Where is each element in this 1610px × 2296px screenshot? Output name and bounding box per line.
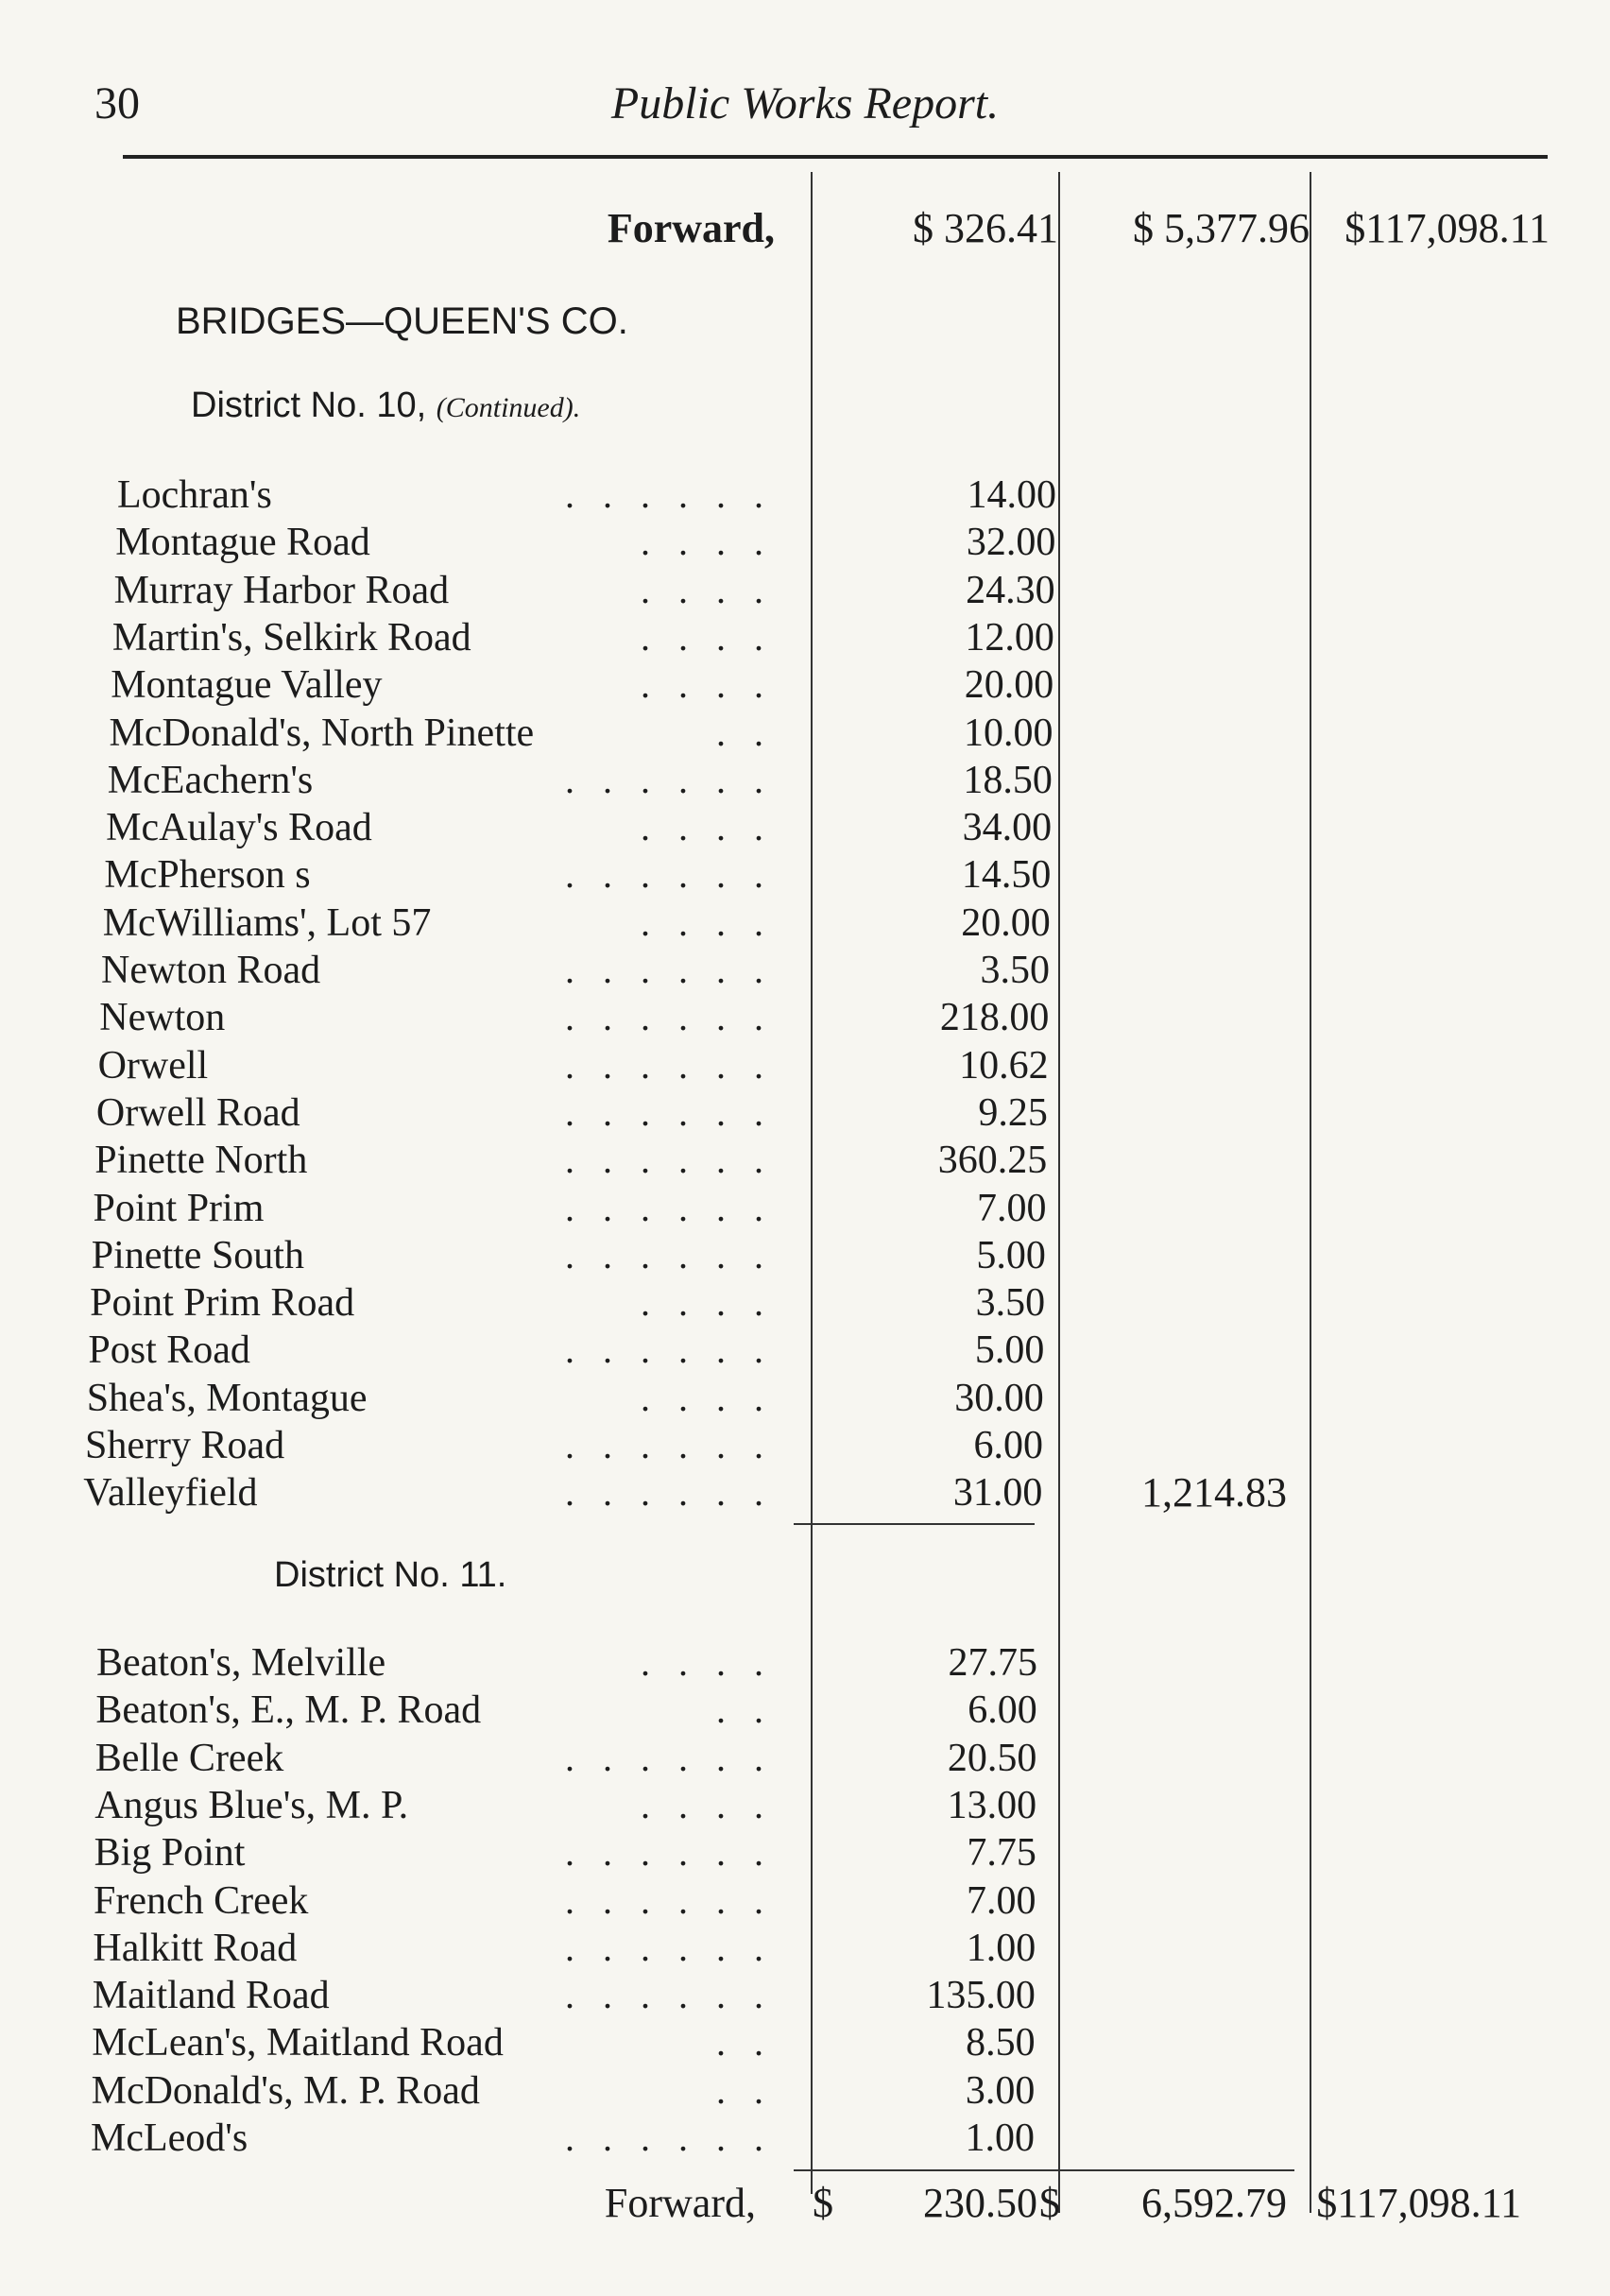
leader-dots: . . . . . . <box>565 949 773 991</box>
list-item <box>0 2116 1610 2163</box>
item-amount: 7.00 <box>967 1878 1036 1923</box>
item-amount: 1.00 <box>965 2116 1035 2160</box>
leader-dots: . . . . <box>641 900 773 944</box>
item-name: Pinette South <box>91 1233 304 1277</box>
leader-dots: . . . . . . <box>565 1471 773 1515</box>
item-name: Montague Road <box>115 521 370 565</box>
list-item <box>0 1470 1610 1517</box>
item-name: McLeod's <box>91 2116 248 2160</box>
item-name: McDonald's, M. P. Road <box>91 2068 480 2113</box>
item-amount: 13.00 <box>947 1783 1037 1827</box>
item-amount: 3.50 <box>975 1281 1046 1326</box>
item-name: Maitland Road <box>92 1974 330 2018</box>
item-name: Newton Road <box>101 949 321 992</box>
item-name: Montague Valley <box>111 663 383 708</box>
item-name: Belle Creek <box>94 1736 284 1780</box>
leader-dots: . . . . <box>641 806 773 849</box>
item-name: Beaton's, Melville <box>96 1641 386 1685</box>
leader-dots: . . . . . . <box>565 1736 773 1779</box>
item-name: Point Prim Road <box>90 1281 355 1326</box>
list-item <box>0 1043 1610 1090</box>
forward-col1-dollar-bottom: $ <box>813 2180 833 2226</box>
item-name: Valleyfield <box>83 1471 258 1516</box>
item-name: Halkitt Road <box>93 1926 298 1970</box>
bottom-forward-rule <box>794 2169 1294 2171</box>
list-item <box>0 1328 1610 1375</box>
leader-dots: . . <box>716 2068 773 2112</box>
item-name: Pinette North <box>94 1139 308 1183</box>
item-amount: 31.00 <box>952 1471 1043 1516</box>
leader-dots: . . . . . . <box>565 758 773 801</box>
item-name: Sherry Road <box>85 1424 285 1467</box>
item-name: McPherson s <box>104 853 311 898</box>
forward-label-bottom: Forward, <box>604 2180 756 2226</box>
district-10-continued: (Continued). <box>436 392 581 423</box>
leader-dots: . . . . <box>641 615 773 659</box>
list-item <box>0 1376 1610 1423</box>
item-name: Shea's, Montague <box>86 1376 368 1420</box>
leader-dots: . . . . . . <box>565 1139 773 1182</box>
forward-col2-bottom: 6,592.79 <box>1141 2180 1287 2226</box>
leader-dots: . . . . . . <box>565 1328 773 1372</box>
leader-dots: . . . . <box>641 1783 773 1826</box>
list-item <box>0 615 1610 662</box>
list-item <box>0 1186 1610 1233</box>
item-name: Martin's, Selkirk Road <box>111 615 471 660</box>
leader-dots: . . . . . . <box>565 1831 773 1875</box>
district-10-subtotal-rule <box>794 1523 1035 1525</box>
forward-label-top: Forward, <box>607 205 775 251</box>
item-amount: 20.50 <box>947 1736 1037 1780</box>
header-rule <box>123 155 1548 159</box>
list-item <box>0 1878 1610 1926</box>
leader-dots: . . . . . . <box>565 1974 773 2017</box>
forward-col1-top: $ 326.41 <box>913 205 1058 251</box>
item-name: Point Prim <box>93 1186 265 1230</box>
list-item <box>0 1423 1610 1470</box>
leader-dots: . . . . . . <box>565 473 773 516</box>
list-item <box>0 1280 1610 1328</box>
list-item <box>0 1233 1610 1280</box>
list-item <box>0 758 1610 805</box>
item-amount: 3.50 <box>980 949 1050 992</box>
leader-dots: . . . . <box>641 663 773 707</box>
item-amount: 24.30 <box>966 568 1055 612</box>
item-name: Post Road <box>88 1328 250 1373</box>
section-title: BRIDGES—QUEEN'S CO. <box>176 300 628 342</box>
item-amount: 7.75 <box>967 1831 1036 1876</box>
leader-dots: . . . . . . <box>565 1090 773 1134</box>
forward-col2-dollar-bottom: $ <box>1039 2180 1060 2226</box>
leader-dots: . . . . . . <box>565 1233 773 1277</box>
item-amount: 34.00 <box>962 806 1053 850</box>
list-item <box>0 900 1610 948</box>
item-amount: 18.50 <box>963 758 1053 802</box>
item-amount: 27.75 <box>948 1641 1037 1685</box>
list-item <box>0 2020 1610 2067</box>
list-item <box>0 1138 1610 1185</box>
forward-col1-bottom: 230.50 <box>923 2180 1037 2226</box>
leader-dots: . . <box>716 711 773 754</box>
leader-dots: . . <box>716 2021 773 2065</box>
list-item <box>0 852 1610 900</box>
item-name: Murray Harbor Road <box>113 568 450 612</box>
item-amount: 10.62 <box>959 1043 1049 1088</box>
leader-dots: . . . . <box>641 1641 773 1684</box>
list-item <box>0 711 1610 758</box>
district-10-subtotal: 1,214.83 <box>1141 1469 1287 1516</box>
list-item <box>0 1783 1610 1830</box>
item-name: McEachern's <box>107 758 314 802</box>
item-amount: 30.00 <box>954 1376 1044 1420</box>
item-name: Orwell Road <box>95 1090 300 1135</box>
item-amount: 3.00 <box>965 2068 1036 2113</box>
item-amount: 5.00 <box>974 1328 1045 1373</box>
leader-dots: . . . . <box>641 521 773 564</box>
leader-dots: . . . . . . <box>565 1926 773 1969</box>
list-item <box>0 568 1610 615</box>
leader-dots: . . <box>716 1688 773 1732</box>
item-amount: 14.00 <box>967 473 1056 517</box>
forward-col3-top: $117,098.11 <box>1345 205 1550 251</box>
item-amount: 5.00 <box>976 1233 1046 1277</box>
list-item <box>0 1688 1610 1735</box>
leader-dots: . . . . <box>641 568 773 611</box>
item-amount: 32.00 <box>966 521 1056 565</box>
item-name: Newton <box>99 996 226 1040</box>
item-amount: 9.25 <box>978 1090 1048 1135</box>
leader-dots: . . . . <box>641 1376 773 1419</box>
district-11-title: District No. 11. <box>274 1555 507 1595</box>
item-name: Orwell <box>97 1043 209 1088</box>
leader-dots: . . . . . . <box>565 853 773 897</box>
list-item <box>0 472 1610 520</box>
item-name: McWilliams', Lot 57 <box>102 900 432 945</box>
leader-dots: . . . . . . <box>565 1424 773 1466</box>
forward-col2-top: $ 5,377.96 <box>1133 205 1310 251</box>
list-item <box>0 948 1610 995</box>
leader-dots: . . . . <box>641 1281 773 1325</box>
item-amount: 6.00 <box>968 1688 1037 1733</box>
page-number: 30 <box>94 78 140 129</box>
item-name: Beaton's, E., M. P. Road <box>95 1688 482 1733</box>
item-amount: 20.00 <box>964 663 1054 708</box>
item-amount: 360.25 <box>937 1139 1048 1183</box>
leader-dots: . . . . . . <box>565 1043 773 1087</box>
list-item <box>0 662 1610 710</box>
item-amount: 12.00 <box>965 615 1054 660</box>
item-amount: 218.00 <box>939 996 1050 1040</box>
item-name: Big Point <box>94 1831 246 1876</box>
list-item <box>0 1640 1610 1688</box>
item-amount: 7.00 <box>977 1186 1047 1230</box>
item-amount: 10.00 <box>964 711 1053 755</box>
item-name: Angus Blue's, M. P. <box>94 1783 409 1827</box>
list-item <box>0 1926 1610 1973</box>
item-name: McLean's, Maitland Road <box>92 2021 504 2065</box>
item-amount: 135.00 <box>926 1974 1036 2018</box>
list-item <box>0 1090 1610 1138</box>
leader-dots: . . . . . . <box>565 1878 773 1922</box>
list-item <box>0 1830 1610 1877</box>
leader-dots: . . . . . . <box>565 2116 773 2159</box>
leader-dots: . . . . . . <box>565 996 773 1039</box>
item-amount: 14.50 <box>961 853 1052 898</box>
list-item <box>0 520 1610 567</box>
list-item <box>0 2068 1610 2116</box>
list-item <box>0 995 1610 1042</box>
forward-col3-bottom: $117,098.11 <box>1316 2180 1521 2226</box>
district-10-title <box>191 386 580 426</box>
leader-dots: . . . . . . <box>565 1186 773 1229</box>
item-name: McAulay's Road <box>106 806 372 850</box>
item-amount: 20.00 <box>961 900 1051 945</box>
district-10-label: District No. 10, <box>191 386 427 425</box>
running-head-title: Public Works Report. <box>610 78 1000 129</box>
item-name: Lochran's <box>117 473 272 517</box>
item-name: French Creek <box>94 1878 309 1923</box>
item-amount: 6.00 <box>973 1424 1043 1467</box>
item-name: McDonald's, North Pinette <box>109 711 535 755</box>
list-item <box>0 1973 1610 2020</box>
list-item <box>0 1736 1610 1783</box>
item-amount: 1.00 <box>966 1926 1036 1970</box>
item-amount: 8.50 <box>966 2021 1036 2065</box>
list-item <box>0 805 1610 852</box>
